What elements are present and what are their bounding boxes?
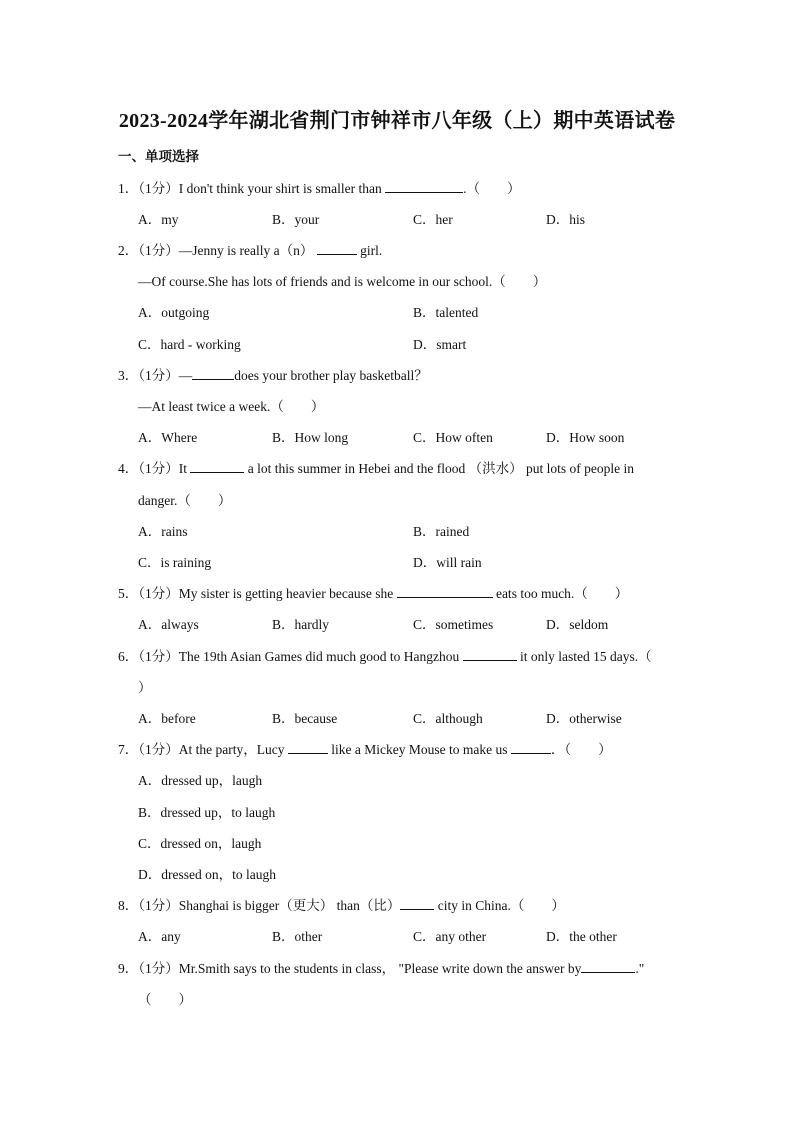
question-6-stem bbox=[118, 645, 678, 665]
q2-option-c: C．hard - working bbox=[138, 337, 241, 352]
question-2-text-end: girl. bbox=[356, 243, 383, 258]
question-1-text: 1．（1分）I don't think your shirt is smaller than bbox=[118, 181, 386, 196]
answer-blank bbox=[192, 366, 234, 380]
question-4-continued: danger.（ ） bbox=[138, 493, 232, 508]
q6-option-b: B．because bbox=[272, 711, 338, 726]
question-7-text: 7．（1分）At the party，Lucy bbox=[118, 742, 288, 757]
exam-title: 2023-2024学年湖北省荆门市钟祥市八年级（上）期中英语试卷 bbox=[118, 110, 676, 132]
q1-option-b: B．your bbox=[272, 212, 320, 227]
question-2-stem bbox=[118, 239, 678, 259]
q8-option-d: D．the other bbox=[546, 929, 617, 944]
question-7-text-mid: like a Mickey Mouse to make us bbox=[327, 742, 511, 757]
answer-blank bbox=[511, 740, 551, 754]
q1-option-c: C．her bbox=[413, 212, 453, 227]
q2-option-b: B．talented bbox=[413, 305, 479, 320]
question-9-stem bbox=[118, 957, 678, 977]
question-5-text-end: eats too much.（ ） bbox=[492, 586, 629, 601]
question-9-continued: （ ） bbox=[138, 992, 192, 1007]
q4-option-b: B．rained bbox=[413, 524, 470, 539]
q2-option-d: D．smart bbox=[413, 337, 467, 352]
q5-option-b: B．hardly bbox=[272, 617, 329, 632]
q8-option-a: A．any bbox=[138, 929, 181, 944]
question-4-text-end: a lot this summer in Hebei and the flood （洪水） put lots of people in bbox=[244, 461, 634, 476]
q7-option-b: B．dressed up，to laugh bbox=[138, 805, 276, 820]
section-heading: 一、单项选择 bbox=[118, 149, 199, 164]
question-9-text: 9．（1分）Mr.Smith says to the students in class， "Please write down the answer by bbox=[118, 961, 582, 976]
question-3-text-end: does your brother play basketball？ bbox=[234, 368, 428, 383]
q1-option-d: D．his bbox=[546, 212, 586, 227]
question-6-text: 6．（1分）The 19th Asian Games did much good to Hangzhou bbox=[118, 649, 463, 664]
q6-option-d: D．otherwise bbox=[546, 711, 622, 726]
question-3-text: 3．（1分）— bbox=[118, 368, 193, 383]
answer-blank bbox=[400, 896, 434, 910]
q4-option-c: C．is raining bbox=[138, 555, 212, 570]
answer-blank bbox=[581, 959, 635, 973]
answer-blank bbox=[190, 459, 244, 473]
question-3-reply: —At least twice a week.（ ） bbox=[138, 399, 325, 414]
q2-option-a: A．outgoing bbox=[138, 305, 210, 320]
question-3-stem bbox=[118, 364, 678, 384]
answer-blank bbox=[463, 647, 517, 661]
q7-option-d: D．dressed on，to laugh bbox=[138, 867, 276, 882]
answer-blank bbox=[317, 241, 357, 255]
question-2-reply: —Of course.She has lots of friends and is welcome in our school.（ ） bbox=[138, 274, 547, 289]
q8-option-c: C．any other bbox=[413, 929, 487, 944]
question-7-text-end: ．（ ） bbox=[550, 742, 612, 757]
q1-option-a: A．my bbox=[138, 212, 179, 227]
question-9-text-end: ." bbox=[635, 961, 645, 976]
question-1-stem bbox=[118, 177, 678, 197]
question-8-stem bbox=[118, 894, 678, 914]
q5-option-c: C．sometimes bbox=[413, 617, 494, 632]
question-4-stem bbox=[118, 457, 678, 477]
answer-blank bbox=[385, 179, 463, 193]
answer-blank bbox=[397, 584, 493, 598]
q5-option-d: D．seldom bbox=[546, 617, 609, 632]
q7-option-c: C．dressed on，laugh bbox=[138, 836, 262, 851]
question-6-text-end: it only lasted 15 days.（ bbox=[516, 649, 652, 664]
question-6-continued: ） bbox=[138, 680, 152, 695]
question-1-text-end: .（ ） bbox=[463, 181, 521, 196]
q5-option-a: A．always bbox=[138, 617, 199, 632]
q3-option-b: B．How long bbox=[272, 430, 349, 445]
answer-blank bbox=[288, 740, 328, 754]
question-5-text: 5．（1分）My sister is getting heavier because she bbox=[118, 586, 397, 601]
q4-option-a: A．rains bbox=[138, 524, 188, 539]
q3-option-a: A．Where bbox=[138, 430, 198, 445]
q6-option-a: A．before bbox=[138, 711, 196, 726]
q8-option-b: B．other bbox=[272, 929, 323, 944]
question-8-text-end: city in China.（ ） bbox=[434, 898, 565, 913]
question-8-text: 8．（1分）Shanghai is bigger（更大） than（比） bbox=[118, 898, 401, 913]
q3-option-c: C．How often bbox=[413, 430, 493, 445]
q6-option-c: C．although bbox=[413, 711, 483, 726]
question-4-text: 4．（1分）It bbox=[118, 461, 191, 476]
q7-option-a: A．dressed up，laugh bbox=[138, 773, 263, 788]
question-5-stem bbox=[118, 582, 678, 602]
question-7-stem bbox=[118, 738, 678, 758]
q3-option-d: D．How soon bbox=[546, 430, 625, 445]
q4-option-d: D．will rain bbox=[413, 555, 482, 570]
question-2-text: 2．（1分）—Jenny is really a（n） bbox=[118, 243, 317, 258]
